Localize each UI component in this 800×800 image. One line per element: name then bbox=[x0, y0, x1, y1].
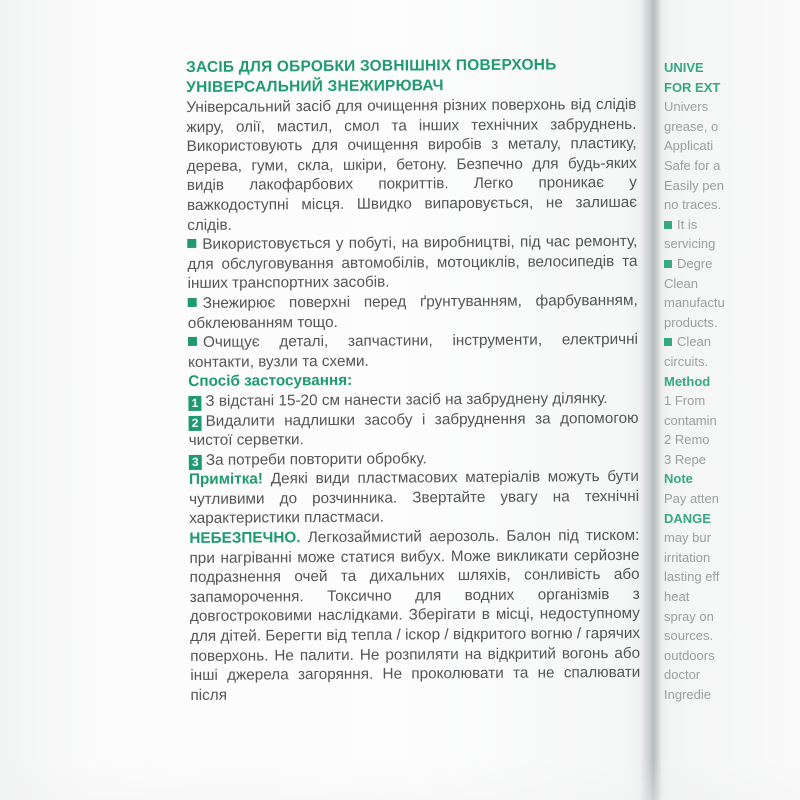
bullet-item bbox=[187, 232, 637, 294]
english-label-text: Degre bbox=[677, 255, 713, 271]
english-label-text: products. bbox=[664, 314, 718, 330]
english-label-line bbox=[664, 528, 800, 548]
english-label-text: Applicati bbox=[664, 138, 714, 154]
bottle-edge bbox=[640, 0, 662, 800]
english-label-line bbox=[664, 234, 800, 254]
bullet-text: Знежирює поверхні перед ґрунтуванням, фарбуванням, обклеюванням тощо. bbox=[187, 291, 638, 332]
english-label-line bbox=[664, 469, 800, 489]
label-heading-1: ЗАСІБ ДЛЯ ОБРОБКИ ЗОВНІШНІХ ПОВЕРХОНЬ bbox=[186, 56, 557, 76]
english-label-line bbox=[664, 646, 800, 666]
english-label-text: contamin bbox=[664, 412, 717, 428]
green-square-icon bbox=[188, 298, 197, 307]
english-label-text: UNIVE bbox=[664, 60, 704, 75]
english-label-text: Clean bbox=[677, 334, 711, 350]
green-square-icon bbox=[188, 337, 197, 346]
english-label-text: Safe for a bbox=[664, 157, 721, 173]
english-label-column bbox=[664, 58, 800, 705]
bullet-text: Очищує деталі, запчастини, інструменти, електричні контакти, вузли та схеми. bbox=[188, 330, 639, 371]
english-label-text: Pay atten bbox=[664, 491, 719, 507]
english-label-line bbox=[664, 215, 800, 235]
note-text: Деякі види пластмасових матеріалів можуть бути чутливими до розчинника. Звертайте увагу на технічні характеристики пластмаси. bbox=[189, 468, 640, 528]
danger-label: НЕБЕЗПЕЧНО. bbox=[189, 529, 301, 548]
english-label-text: doctor bbox=[664, 667, 701, 683]
english-label-text: Method bbox=[664, 373, 711, 389]
step-number-badge: 1 bbox=[188, 396, 201, 411]
bullet-text: Використовується у побуті, на виробництві, під час ремонту, для обслуговування автомобілів, мотоциклів, велосипедів та інших транспортних засобів. bbox=[187, 233, 638, 293]
english-label-text: servicing bbox=[664, 236, 716, 252]
english-label-text: may bur bbox=[664, 530, 711, 546]
english-label-line bbox=[664, 78, 800, 98]
bullet-item bbox=[188, 330, 638, 372]
green-square-icon bbox=[664, 260, 672, 268]
step-text: Видалити надлишки засобу і забруднення за допомогою чистої серветки. bbox=[188, 409, 639, 450]
english-label-text: Note bbox=[664, 471, 693, 487]
green-square-icon bbox=[664, 338, 672, 346]
intro-paragraph: Універсальний засіб для очищення різних поверхонь від слідів жиру, олії, мастил, смол та інших технічних забруднень. Використовують для очищення виробів з металу, пластику, дерева, гуми, скла, шкіри, бетону. Безпечно для будь-яких видів лакофарбових покриттів. Легко проникає у важкодоступні місця. Швидко випаровується, не залишає слідів. bbox=[186, 95, 638, 234]
english-label-line bbox=[664, 626, 800, 646]
english-label-text: lasting eff bbox=[664, 569, 720, 585]
english-label-text: manufactu bbox=[664, 295, 725, 311]
english-label-line bbox=[664, 274, 800, 294]
note-label: Примітка! bbox=[188, 470, 264, 489]
english-label-text: 1 From bbox=[664, 393, 706, 409]
note-paragraph bbox=[189, 467, 639, 529]
english-label-line bbox=[664, 352, 800, 372]
english-label-line bbox=[664, 372, 800, 392]
english-label-text: sources. bbox=[664, 628, 714, 644]
english-label-line bbox=[664, 411, 800, 431]
english-label-line bbox=[664, 97, 800, 117]
english-label-line bbox=[664, 430, 800, 450]
step-number-badge: 2 bbox=[188, 415, 201, 430]
green-square-icon bbox=[187, 239, 196, 248]
bottom-shade bbox=[0, 760, 800, 800]
english-label-line bbox=[664, 509, 800, 529]
green-square-icon bbox=[664, 221, 672, 229]
english-label-line bbox=[664, 58, 800, 78]
english-label-text: 3 Repe bbox=[664, 451, 706, 467]
product-label bbox=[186, 55, 641, 706]
step-number-badge: 3 bbox=[189, 455, 202, 470]
english-label-line bbox=[664, 254, 800, 274]
english-label-line bbox=[664, 136, 800, 156]
english-label-line bbox=[664, 391, 800, 411]
english-label-text: outdoors bbox=[664, 647, 715, 663]
label-heading-2: УНІВЕРСАЛЬНИЙ ЗНЕЖИРЮВАЧ bbox=[186, 77, 444, 96]
bullet-item bbox=[188, 291, 638, 333]
step-item bbox=[188, 389, 638, 412]
english-label-line bbox=[664, 489, 800, 509]
step-item bbox=[188, 408, 638, 450]
english-label-text: Clean bbox=[664, 275, 698, 291]
english-label-line bbox=[664, 176, 800, 196]
english-label-text: spray on bbox=[664, 608, 714, 624]
english-label-text: Easily pen bbox=[664, 177, 724, 193]
step-text: За потреби повторити обробку. bbox=[205, 450, 427, 469]
step-text: З відстані 15-20 см нанести засіб на забруднену ділянку. bbox=[205, 389, 608, 410]
english-label-text: circuits. bbox=[664, 353, 709, 369]
english-label-text: Ingredie bbox=[664, 687, 711, 702]
english-label-line bbox=[664, 665, 800, 685]
english-label-line bbox=[664, 156, 800, 176]
english-label-text: DANGE bbox=[664, 510, 711, 526]
english-label-line bbox=[664, 548, 800, 568]
method-title: Спосіб застосування: bbox=[188, 372, 353, 391]
english-label-text: Univers bbox=[664, 99, 709, 115]
english-label-line bbox=[664, 685, 800, 705]
english-label-line bbox=[664, 567, 800, 587]
english-label-line bbox=[664, 332, 800, 352]
english-label-line bbox=[664, 587, 800, 607]
english-label-text: 2 Remo bbox=[664, 432, 710, 448]
english-label-line bbox=[664, 117, 800, 137]
english-label-text: It is bbox=[677, 216, 698, 232]
english-label-line bbox=[664, 450, 800, 470]
english-label-text: heat bbox=[664, 589, 690, 605]
english-label-text: irritation bbox=[664, 549, 711, 565]
english-label-line bbox=[664, 607, 800, 627]
english-label-text: grease, o bbox=[664, 118, 719, 134]
danger-text: Легкозаймистий аерозоль. Балон під тиском: при нагріванні може статися вибух. Може викликати серйозне подразнення очей та дихальних шляхів, сонливість або запаморочення. Токсично для водних організмів з довгостроковими наслідками. Зберігати в місці, недоступному для дітей. Берегти від тепла / іскор / відкритого вогню / гарячих поверхонь. Не палити. Не розпиляти на відкритий вогонь або інші джерела загоряння. Не проколювати та не спалювати після bbox=[189, 526, 641, 704]
english-label-text: FOR EXT bbox=[664, 79, 721, 95]
english-label-line bbox=[664, 195, 800, 215]
english-label-text: no traces. bbox=[664, 197, 722, 213]
english-label-line bbox=[664, 313, 800, 333]
english-label-line bbox=[664, 293, 800, 313]
danger-paragraph bbox=[189, 526, 640, 705]
